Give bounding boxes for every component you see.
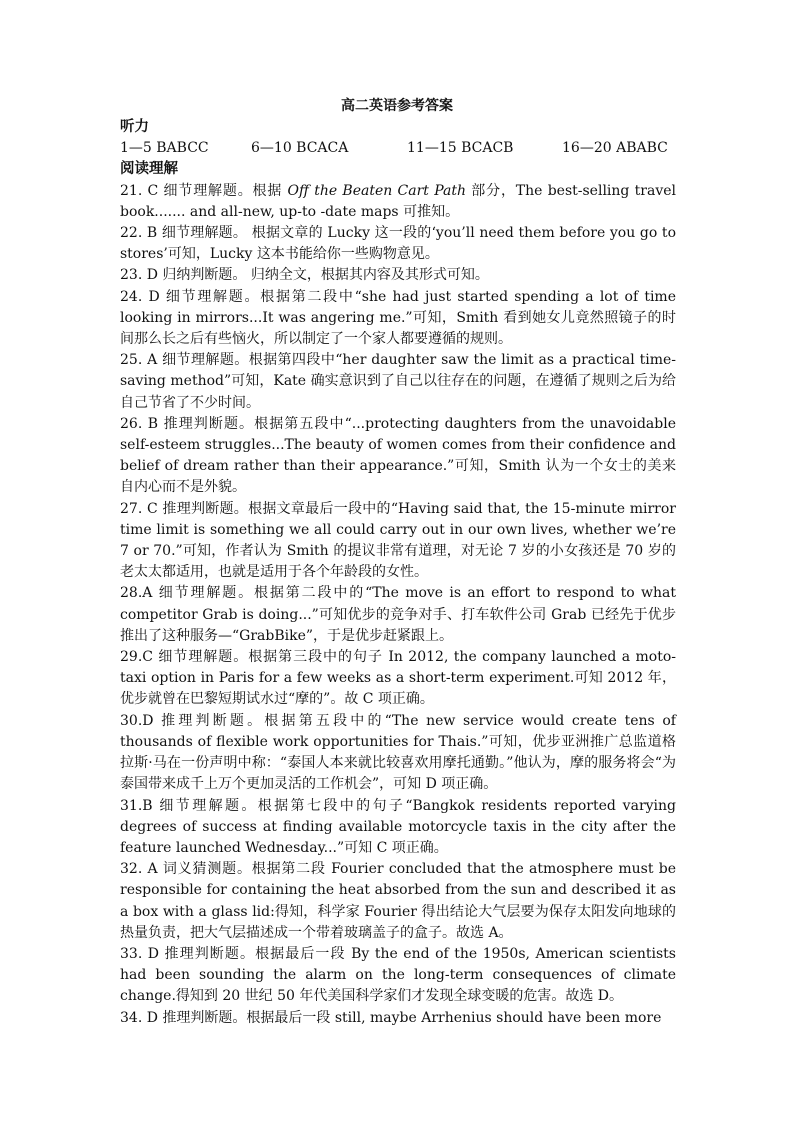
page-title: 高二英语参考答案 (341, 98, 453, 114)
answer-30: 30.D 推理判断题。根据第五段中的“The new service would create tens of thousands of flexible work opportunities for Thais.”可知，优步亚洲推广总监道格拉斯·马在一份声明中称：“泰国人本来就比较喜欢用摩托通勤。”他认为，摩的服务将会“为泰国带来成千上万个更加灵活的工作机会”，可知 D 项正确。 (120, 712, 676, 793)
answer-21 (120, 181, 676, 223)
listening-answer-group: 1—5 BABCC (120, 140, 209, 157)
listening-answer-group: 11—15 BCACB (407, 140, 514, 157)
answer-25: 25. A 细节理解题。根据第四段中“her daughter saw the limit as a practical time-saving method”可知，Kate 确实意识到了自己以往存在的问题，在遵循了规则之后为给自己节省了不少时间。 (120, 352, 676, 411)
answer-21-prefix: 21. C 细节理解题。根据 (120, 182, 288, 199)
answer-29: 29.C 细节理解题。根据第三段中的句子 In 2012, the company launched a moto-taxi option in Paris for a few weeks as a short-term experiment.可知 2012 年，优步就曾在巴黎短期试水过“摩的”。故 C 项正确。 (120, 649, 676, 708)
reading-heading: 阅读理解 (120, 161, 178, 178)
listening-answers (120, 138, 676, 159)
answer-22: 22. B 细节理解题。 根据文章的 Lucky 这一段的‘you’ll need them before you go to stores’可知，Lucky 这本书能给你一些购物意见。 (120, 225, 676, 263)
answer-23: 23. D 归纳判断题。 归纳全文，根据其内容及其形式可知。 (120, 267, 489, 284)
answer-33: 33. D 推理判断题。根据最后一段 By the end of the 1950s, American scientists had been sounding the alarm on the long-term consequences of climate change.得知到 20 世纪 50 年代美国科学家们才发现全球变暖的危害。故选 D。 (120, 945, 676, 1005)
answer-content (120, 117, 676, 1029)
answer-21-section-title: Off the Beaten Cart Path (287, 182, 466, 199)
listening-heading: 听力 (120, 119, 149, 135)
answer-34: 34. D 推理判断题。根据最后一段 still, maybe Arrhenius should have been more (120, 1009, 662, 1026)
answer-27: 27. C 推理判断题。根据文章最后一段中的“Having said that, the 15-minute mirror time limit is something we all could carry out in our own lives, whether we’re 7 or 70.”可知，作者认为 Smith 的提议非常有道理，对无论 7 岁的小女孩还是 70 岁的老太太都适用，也就是适用于各个年龄段的女性。 (120, 500, 676, 581)
answer-32: 32. A 词义猜测题。根据第二段 Fourier concluded that the atmosphere must be responsible for containing the heat absorbed from the sun and described it as a box with a glass lid:得知，科学家 Fourier 得出结论大气层要为保存太阳发向地球的热量负责，把大气层描述成一个带着玻璃盖子的盒子。故选 A。 (120, 861, 676, 941)
answer-26: 26. B 推理判断题。根据第五段中“...protecting daughters from the unavoidable self-esteem struggles...The beauty of women comes from their confidence and belief of dream rather than their appearance.”可知，Smith 认为一个女士的美来自内心而不是外貌。 (120, 415, 676, 496)
listening-answer-group: 6—10 BCACA (251, 140, 349, 157)
answer-28: 28.A 细节理解题。根据第二段中的“The move is an effort to respond to what competitor Grab is doing...”可知优步的竞争对手、打车软件公司 Grab 已经先于优步推出了这种服务—“GrabBike”，于是优步赶紧跟上。 (120, 585, 676, 644)
answer-24: 24. D 细节理解题。根据第二段中“she had just started spending a lot of time looking in mirrors...It was angering me.”可知，Smith 看到她女儿竟然照镜子的时间那么长之后有些恼火，所以制定了一个家人都要遵循的规则。 (120, 288, 676, 348)
listening-answer-group: 16—20 ABABC (562, 140, 668, 157)
answer-21-suffix: 部分，The best-selling travel book....... and all-new, up-to -date maps 可推知。 (120, 182, 677, 220)
answer-31: 31.B 细节理解题。根据第七段中的句子“Bangkok residents reported varying degrees of success at finding available motorcycle taxis in the city after the feature launched Wednesday...”可知 C 项正确。 (120, 797, 676, 856)
